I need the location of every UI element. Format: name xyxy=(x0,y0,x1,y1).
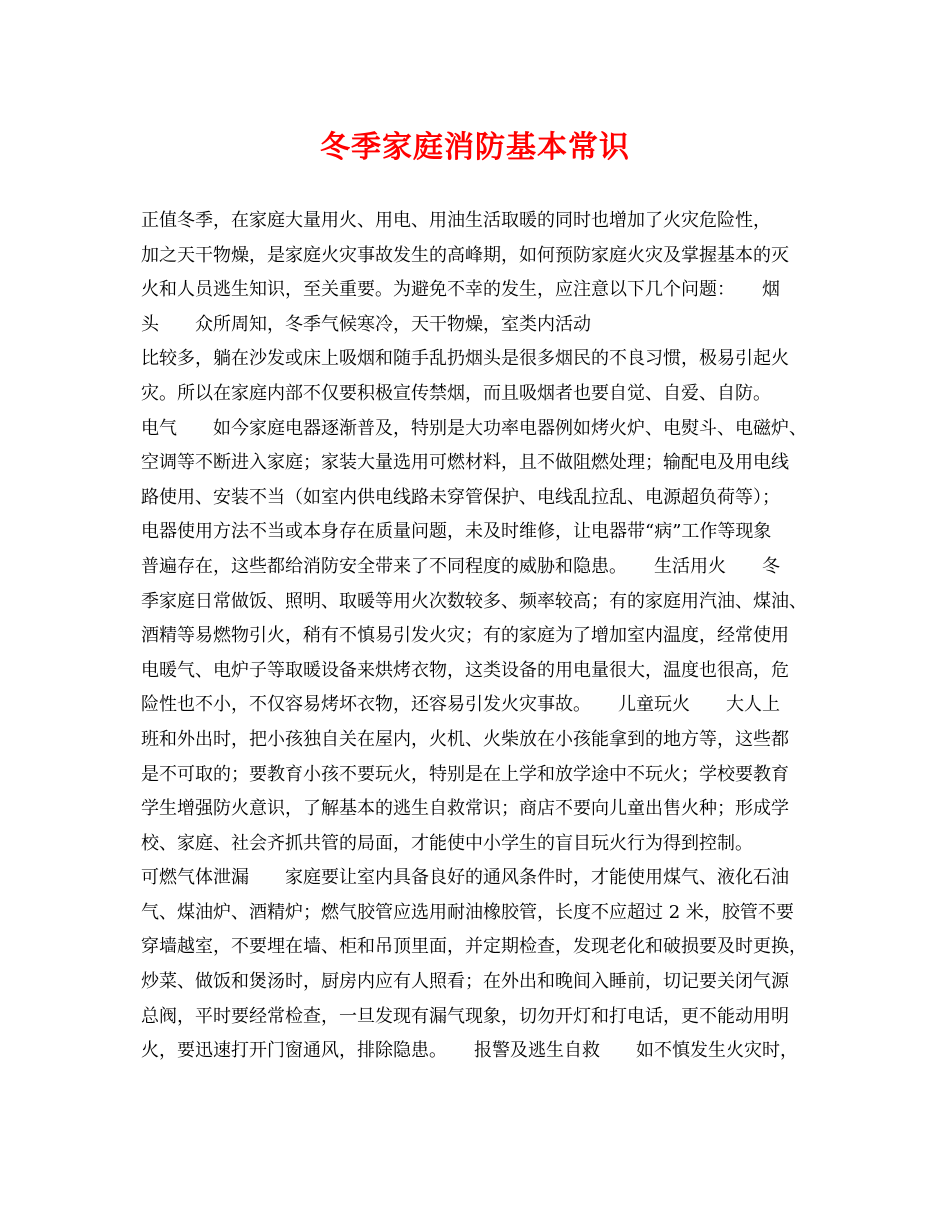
text-line: 学生增强防火意识，了解基本的逃生自救常识；商店不要向儿童出售火种；形成学 xyxy=(141,798,789,820)
text-line: 加之天干物燥，是家庭火灾事故发生的高峰期，如何预防家庭火灾及掌握基本的灭 xyxy=(141,244,789,266)
text-line: 正值冬季，在家庭大量用火、用电、用油生活取暖的同时也增加了火灾危险性， xyxy=(141,210,771,231)
text-line: 普遍存在，这些都给消防安全带来了不同程度的威胁和隐患。 生活用火 冬 xyxy=(141,555,780,577)
text-line: 校、家庭、社会齐抓共管的局面，才能使中小学生的盲目玩火行为得到控制。 xyxy=(141,832,753,854)
text-line: 炒菜、做饭和煲汤时，厨房内应有人照看；在外出和晚间入睡前，切记要关闭气源 xyxy=(141,971,789,993)
text-line: 班和外出时，把小孩独自关在屋内，火机、火柴放在小孩能拿到的地方等，这些都 xyxy=(141,728,789,750)
text-line: 总阀，平时要经常检查，一旦发现有漏气现象，切勿开灯和打电话，更不能动用明 xyxy=(141,1005,789,1027)
text-line: 电器使用方法不当或本身存在质量问题，未及时维修，让电器带“病”工作等现象 xyxy=(141,521,772,543)
text-line: 火，要迅速打开门窗通风，排除隐患。 报警及逃生自救 如不慎发生火灾时， xyxy=(141,1040,798,1062)
text-line: 比较多，躺在沙发或床上吸烟和随手乱扔烟头是很多烟民的不良习惯，极易引起火 xyxy=(141,348,789,370)
text-line: 季家庭日常做饭、照明、取暖等用火次数较多、频率较高；有的家庭用汽油、煤油、 xyxy=(141,590,807,612)
text-line: 路使用、安装不当（如室内供电线路未穿管保护、电线乱拉乱、电源超负荷等）； xyxy=(141,486,780,508)
body-text xyxy=(141,204,841,1069)
text-line: 险性也不小，不仅容易烤坏衣物，还容易引发火灾事故。 儿童玩火 大人上 xyxy=(141,694,780,716)
page-title: 冬季家庭消防基本常识 xyxy=(320,130,630,165)
text-line: 酒精等易燃物引火，稍有不慎易引发火灾；有的家庭为了增加室内温度，经常使用 xyxy=(141,625,789,647)
text-line: 可燃气体泄漏 家庭要让室内具备良好的通风条件时，才能使用煤气、液化石油 xyxy=(141,867,789,889)
text-line: 气、煤油炉、酒精炉；燃气胶管应选用耐油橡胶管，长度不应超过 2 米，胶管不要 xyxy=(141,901,794,923)
text-line: 是不可取的；要教育小孩不要玩火，特别是在上学和放学途中不玩火；学校要教育 xyxy=(141,763,789,785)
text-line: 穿墙越室，不要埋在墙、柜和吊顶里面，并定期检查，发现老化和破损要及时更换， xyxy=(141,936,807,958)
text-line: 火和人员逃生知识，至关重要。为避免不幸的发生，应注意以下几个问题： 烟 xyxy=(141,279,780,301)
text-line: 头 众所周知，冬季气候寒冷，天干物燥，室类内活动 xyxy=(141,313,591,335)
text-line: 电暖气、电炉子等取暖设备来烘烤衣物，这类设备的用电量很大，温度也很高，危 xyxy=(141,659,789,681)
text-line: 灾。所以在家庭内部不仅要积极宣传禁烟，而且吸烟者也要自觉、自爱、自防。 xyxy=(141,382,771,404)
text-line: 空调等不断进入家庭；家装大量选用可燃材料，且不做阻燃处理；输配电及用电线 xyxy=(141,452,789,474)
text-line: 电气 如今家庭电器逐渐普及，特别是大功率电器例如烤火炉、电熨斗、电磁炉、 xyxy=(141,417,807,439)
